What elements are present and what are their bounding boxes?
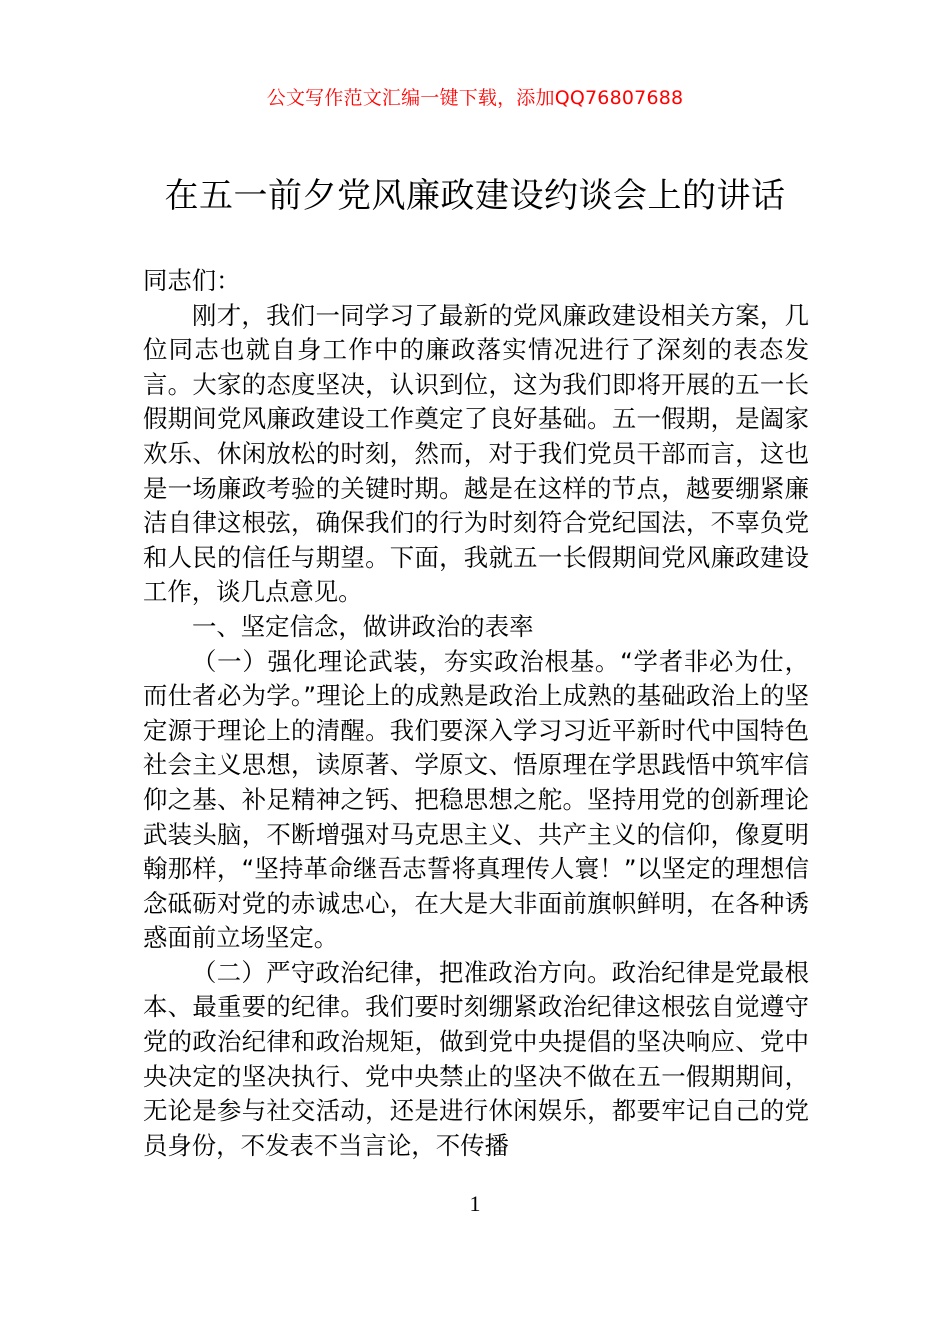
section-heading-1: 一、坚定信念，做讲政治的表率 bbox=[192, 611, 534, 641]
salutation: 同志们： bbox=[143, 266, 241, 295]
document-title: 在五一前夕党风廉政建设约谈会上的讲话 bbox=[164, 176, 786, 216]
page-number: 1 bbox=[469, 1191, 481, 1216]
download-banner: 公文写作范文汇编一键下载，添加QQ76807688 bbox=[266, 87, 684, 109]
document-body bbox=[143, 264, 809, 1163]
paragraph-subsection-2: （二）严守政治纪律，把准政治方向。政治纪律是党最根本、最重要的纪律。我们要时刻绷紧政治纪律这根弦自觉遵守党的政治纪律和政治规矩，做到党中央提倡的坚决响应、党中央决定的坚决执行、党中央禁止的坚决不做在五一假期期间，无论是参与社交活动，还是进行休闲娱乐，都要牢记自己的党员身份，不发表不当言论，不传播 bbox=[143, 957, 809, 1160]
paragraph-subsection-1: （一）强化理论武装，夯实政治根基。“学者非必为仕，而仕者必为学。”理论上的成熟是政治上成熟的基础政治上的坚定源于理论上的清醒。我们要深入学习习近平新时代中国特色社会主义思想，读原著、学原文、悟原理在学思践悟中筑牢信仰之基、补足精神之钙、把稳思想之舵。坚持用党的创新理论武装头脑，不断增强对马克思主义、共产主义的信仰，像夏明翰那样，“坚持革命继吾志誓将真理传人寰！”以坚定的理想信念砥砺对党的赤诚忠心，在大是大非面前旗帜鲜明，在各种诱惑面前立场坚定。 bbox=[143, 646, 809, 953]
paragraph-intro: 刚才，我们一同学习了最新的党风廉政建设相关方案，几位同志也就自身工作中的廉政落实情况进行了深刻的表态发言。大家的态度坚决，认识到位，这为我们即将开展的五一长假期间党风廉政建设工作奠定了良好基础。五一假期，是阖家欢乐、休闲放松的时刻，然而，对于我们党员干部而言，这也是一场廉政考验的关键时期。越是在这样的节点，越要绷紧廉洁自律这根弦，确保我们的行为时刻符合党纪国法，不辜负党和人民的信任与期望。下面，我就五一长假期间党风廉政建设工作，谈几点意见。 bbox=[143, 300, 809, 607]
